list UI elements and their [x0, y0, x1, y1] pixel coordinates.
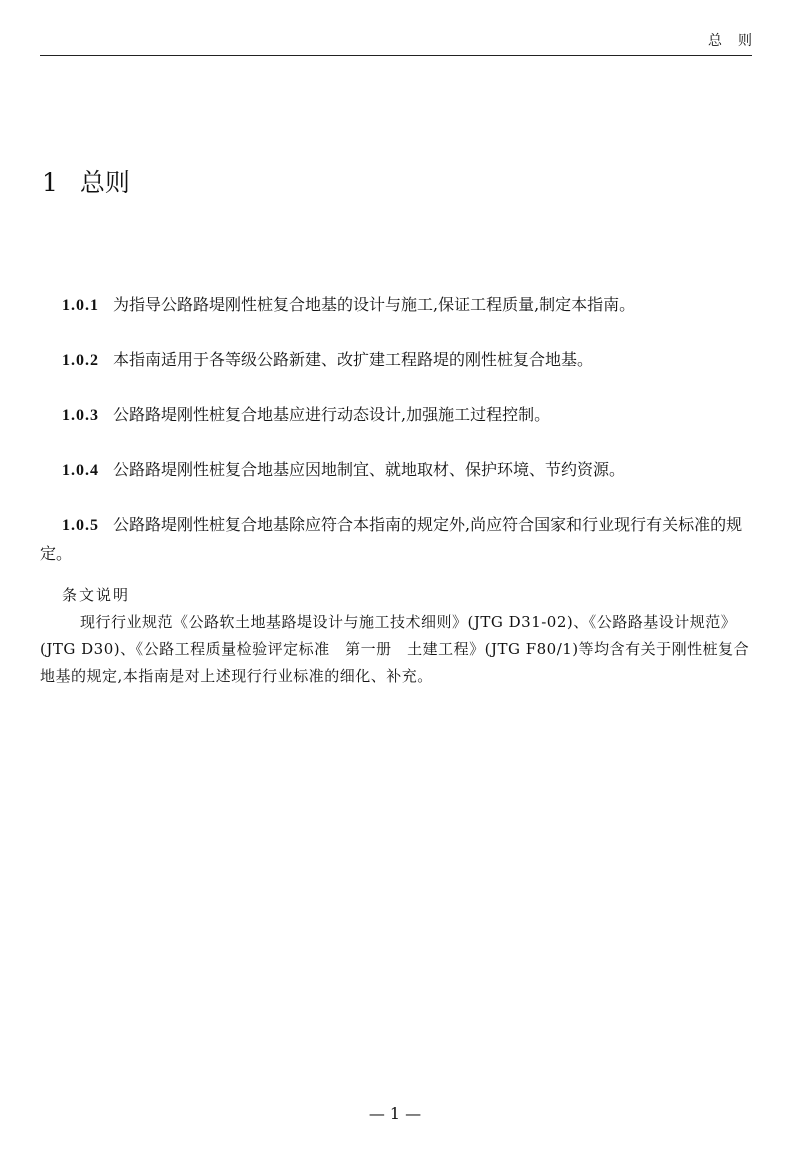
chapter-title-text: 总则 [79, 168, 130, 197]
commentary [40, 582, 752, 690]
clause-text: 公路路堤刚性桩复合地基应因地制宜、就地取材、保护环境、节约资源。 [113, 460, 626, 479]
clause-1-0-3 [40, 401, 752, 430]
clause-number: 1.0.2 [62, 352, 99, 369]
clause-text: 公路路堤刚性桩复合地基应进行动态设计,加强施工过程控制。 [113, 405, 551, 424]
clause-number: 1.0.3 [62, 407, 99, 424]
clause-1-0-2 [40, 346, 752, 375]
clause-number: 1.0.1 [62, 297, 99, 314]
clause-1-0-4 [40, 456, 752, 485]
clause-text: 公路路堤刚性桩复合地基除应符合本指南的规定外,尚应符合国家和行业现行有关标准的规定。 [40, 515, 743, 563]
clause-number: 1.0.5 [62, 517, 99, 534]
clause-text: 本指南适用于各等级公路新建、改扩建工程路堤的刚性桩复合地基。 [113, 350, 594, 369]
page-number: — 1 — [368, 1104, 422, 1123]
chapter-number: 1 [42, 168, 58, 197]
clause-1-0-1 [40, 291, 752, 320]
clause-text: 为指导公路路堤刚性桩复合地基的设计与施工,保证工程质量,制定本指南。 [113, 295, 636, 314]
running-header: 总则 [708, 33, 768, 49]
header-rule [40, 55, 752, 56]
commentary-body: 现行行业规范《公路软土地基路堤设计与施工技术细则》(JTG D31-02)、《公路路基设计规范》(JTG D30)、《公路工程质量检验评定标准 第一册 土建工程》(JTG F80/1)等均含有关于刚性桩复合地基的规定,本指南是对上述现行行业标准的细化、补充。 [40, 613, 750, 685]
clause-1-0-5 [40, 511, 752, 568]
clause-list [40, 275, 752, 594]
commentary-heading: 条文说明 [62, 586, 131, 604]
chapter-title [42, 163, 130, 199]
clause-number: 1.0.4 [62, 462, 99, 479]
